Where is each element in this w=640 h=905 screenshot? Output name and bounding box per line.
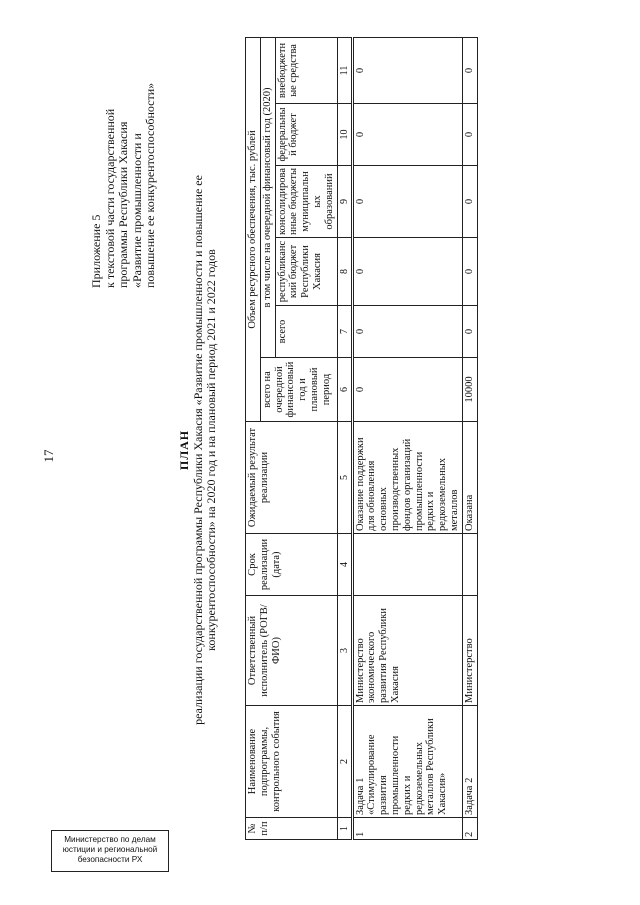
header-executor: Ответственный исполнитель (РОГВ/ФИО) <box>246 596 338 706</box>
header-num: № п/п <box>246 818 338 840</box>
header-deadline: Срок реализации (дата) <box>246 534 338 596</box>
header-total-planned: всего на очередной финансовый год и плановый период <box>260 358 337 422</box>
column-number: 7 <box>337 306 352 358</box>
row-extra: 0 <box>352 37 462 103</box>
row-total-planned: 0 <box>352 358 462 422</box>
appendix-line: к текстовой части государственной <box>102 108 117 288</box>
column-number: 4 <box>337 534 352 596</box>
row-deadline <box>352 534 462 596</box>
column-number: 10 <box>337 104 352 166</box>
appendix-line: программы Республики Хакасия <box>116 121 130 288</box>
row-federal: 0 <box>352 104 462 166</box>
header-total: всего <box>275 306 337 358</box>
header-result: Ожидаемый результат реализации <box>246 422 338 534</box>
column-number: 11 <box>337 37 352 103</box>
column-number-row <box>337 37 352 839</box>
column-number: 6 <box>337 358 352 422</box>
plan-heading <box>178 40 219 860</box>
page-number: 17 <box>41 449 56 463</box>
column-number: 3 <box>337 596 352 706</box>
column-number: 2 <box>337 706 352 818</box>
header-name: Наименование подпрограммы, контрольного события <box>246 706 338 818</box>
row-result: Оказание поддержки для обновления основных производственных фондов организаций промышленности редких и редкоземельных металлов <box>352 422 462 534</box>
appendix-line: Приложение 5 <box>89 214 103 288</box>
header-current-year: в том числе на очередной финансовый год (2020) <box>260 37 275 357</box>
appendix-line: «Развитие промышленности и <box>129 133 144 288</box>
row-total: 0 <box>462 306 477 358</box>
header-extra: внебюджетные средства <box>275 37 337 103</box>
column-number: 8 <box>337 238 352 306</box>
table-row <box>352 37 462 839</box>
row-federal: 0 <box>462 104 477 166</box>
row-executor: Министерство экономического развития Республики Хакасия <box>352 596 462 706</box>
plan-table <box>245 37 478 840</box>
rotated-document-content <box>90 40 610 860</box>
row-extra: 0 <box>462 37 477 103</box>
table-row <box>462 37 477 839</box>
row-republic: 0 <box>462 238 477 306</box>
row-name: Задача 1 «Стимулирование развития промышленности редких и редкоземельных металлов Республики Хакасия» <box>352 706 462 818</box>
row-executor: Министерство <box>462 596 477 706</box>
row-republic: 0 <box>352 238 462 306</box>
plan-title: ПЛАН <box>177 429 191 471</box>
stamp-line: юстиции и региональной <box>62 845 158 854</box>
row-result: Оказана <box>462 422 477 534</box>
plan-subtitle-line: реализации государственной программы Республики Хакасия «Развитие промышленности и повышение ее <box>190 175 205 725</box>
row-consolidated: 0 <box>352 166 462 238</box>
column-number: 5 <box>337 422 352 534</box>
row-deadline <box>462 534 477 596</box>
appendix-note <box>89 82 158 288</box>
column-number: 1 <box>337 818 352 840</box>
header-volume: Объем ресурсного обеспечения, тыс. рублей <box>246 37 261 421</box>
stamp-line: безопасности РХ <box>77 855 143 864</box>
header-row <box>246 37 261 839</box>
row-total: 0 <box>352 306 462 358</box>
header-republic: республиканский бюджет Республики Хакасия <box>275 238 337 306</box>
row-num: 2 <box>462 818 477 840</box>
header-consolidated: консолидированные бюджеты муниципальных образований <box>275 166 337 238</box>
row-num: 1 <box>352 818 462 840</box>
row-total-planned: 10000 <box>462 358 477 422</box>
appendix-line: повышение ее конкурентоспособности» <box>143 82 157 288</box>
header-federal: федеральный бюджет <box>275 104 337 166</box>
column-number: 9 <box>337 166 352 238</box>
row-name: Задача 2 <box>462 706 477 818</box>
stamp-line: Министерство по делам <box>64 835 156 844</box>
row-consolidated: 0 <box>462 166 477 238</box>
plan-subtitle-line: конкурентоспособности» на 2020 год и на плановый период 2021 и 2022 годов <box>204 249 218 651</box>
